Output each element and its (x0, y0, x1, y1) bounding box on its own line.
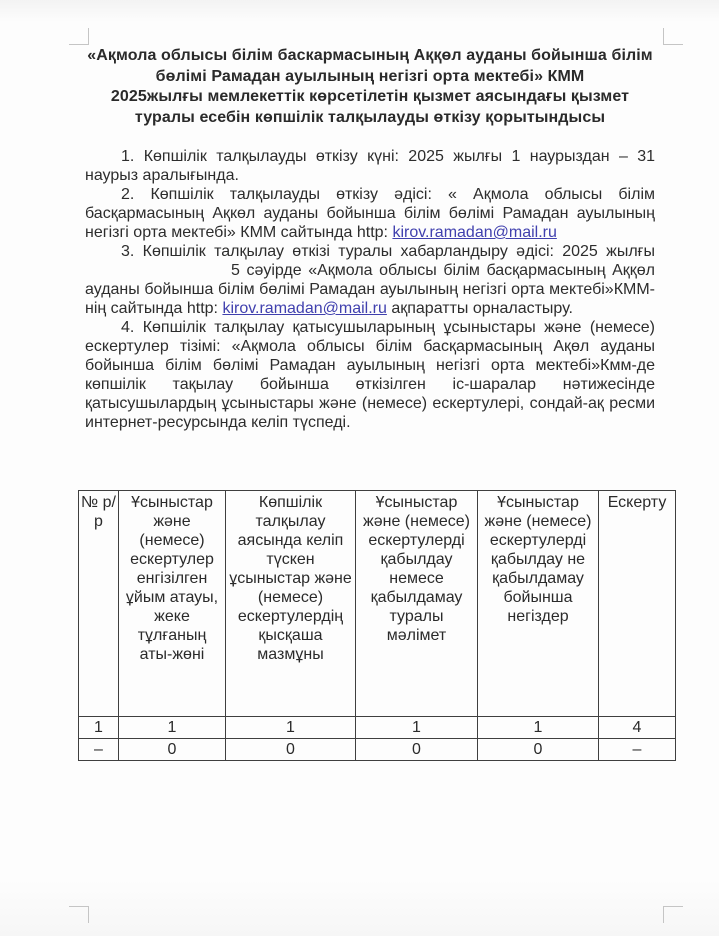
paragraph-4-text: 4. Көпшілік талқылау қатысушыларының ұсыныстары және (немесе) ескертулер тізімі: «Ақмола облысы білім басқармасының Ақөл ауданы бойынша білім бөлімі Рамадан ауылының негізгі орта мектебі»Кмм-де көпшілік тақылау бойынша өткізілген іс-шаралар нәтижесінде қатысушылардың ұсыныстары және (немесе) ескертулері, сондай-ақ ресми интернет-ресурсында келіп түспеді. (85, 319, 655, 431)
paragraph-3-text-b: 5 сәуірде «Ақмола облысы білім басқармасының Аққөл ауданы бойынша білім бөлімі Рамадан ауылының негізгі орта мектебі»КММ-нің сайтында http: (85, 262, 655, 317)
table-cell: 1 (226, 717, 356, 739)
document-body (85, 46, 655, 432)
table-cell: 1 (79, 717, 119, 739)
subtitle-text: 2025жылғы мемлекеттік көрсетілетін қызмет аясындағы қызмет туралы есебін көпшілік талқылауды өткізу қорытындысы (110, 88, 630, 126)
table-row (79, 717, 676, 739)
email-link-1[interactable]: kirov.ramadan@mail.ru (392, 224, 557, 241)
results-table (78, 490, 676, 761)
table-header-note: Ескерту (599, 491, 676, 717)
paragraph-3-text-c: ақпаратты орналастыру. (391, 300, 573, 317)
paragraph-4 (85, 318, 655, 432)
crop-mark-bottom-left-icon (69, 906, 89, 923)
title-text: «Ақмола облысы білім баскармасының Аққөл ауданы бойынша білім бөлімі Рамадан ауылының негізгі орта мектебі» КММ (87, 47, 653, 85)
table-cell: 0 (356, 739, 478, 761)
table-row (79, 739, 676, 761)
table-cell: – (79, 739, 119, 761)
table-cell: – (599, 739, 676, 761)
paragraph-1-text: 1. Көпшілік талқылауды өткізу күні: 2025 жылғы 1 наурыздан – 31 наурыз аралығында. (85, 148, 655, 184)
table-header-row (79, 491, 676, 717)
table-header-acceptance-grounds: Ұсыныстар және (немесе) ескертулерді қабылдау не қабылдамау бойынша негіздер (478, 491, 599, 717)
table-cell: 0 (226, 739, 356, 761)
table-cell: 1 (478, 717, 599, 739)
table-header-number: № р/р (79, 491, 119, 717)
crop-mark-top-left-icon (69, 28, 89, 45)
table-cell: 0 (119, 739, 226, 761)
document-title (85, 46, 655, 128)
email-link-2[interactable]: kirov.ramadan@mail.ru (222, 300, 387, 317)
table-cell: 0 (478, 739, 599, 761)
paragraphs (85, 147, 655, 432)
crop-mark-top-right-icon (663, 28, 683, 45)
paragraph-2 (85, 185, 655, 242)
paragraph-3-text-a: 3. Көпшілік талқылау өткізі туралы хабарландыру әдісі: 2025 жылғы (121, 243, 655, 260)
table-header-submitter: Ұсыныстар және (немесе) ескертулер енгізілген ұйым атауы, жеке тұлғаның аты-жөні (119, 491, 226, 717)
paragraph-3 (85, 242, 655, 318)
table-header-content: Көпшілік талқылау аясында келіп түскен ұсыныстар және (немесе) ескертулердің қысқаша мазмұны (226, 491, 356, 717)
table-cell: 1 (356, 717, 478, 739)
paragraph-2-text: 2. Көпшілік талқылауды өткізу әдісі: « Ақмола облысы білім басқармасының Ақкөл ауданы бойынша білім бөлімі Рамадан ауылының негізгі орта мектебі» КММ сайтында http: (85, 186, 655, 241)
paragraph-1 (85, 147, 655, 185)
table-cell: 1 (119, 717, 226, 739)
crop-mark-bottom-right-icon (663, 906, 683, 923)
table-header-acceptance-info: Ұсыныстар және (немесе) ескертулерді қабылдау немесе қабылдамау туралы мәлімет (356, 491, 478, 717)
table-cell: 4 (599, 717, 676, 739)
